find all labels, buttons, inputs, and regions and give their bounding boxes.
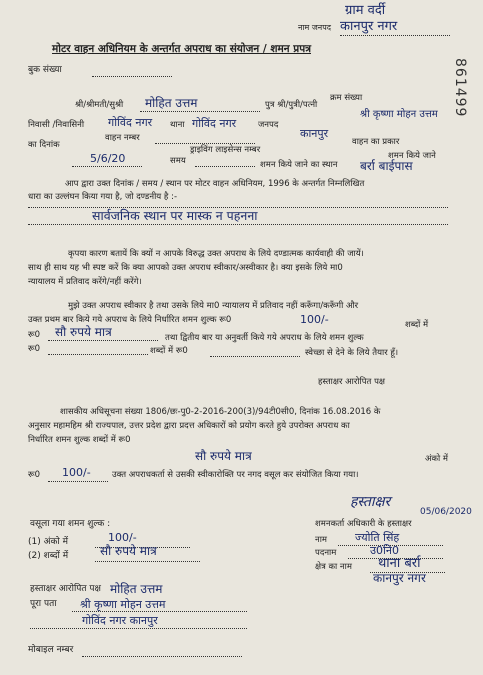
ru0-label-2: रू0 xyxy=(28,344,41,354)
handwritten-pata-1: श्री कृष्णा मोहन उत्तम xyxy=(80,598,166,611)
vahan-number-label: वाहन नम्बर xyxy=(105,133,140,143)
handwritten-amount-number: 100/- xyxy=(300,313,329,326)
pata-line-1 xyxy=(72,611,247,612)
handwritten-name: मोहित उत्तम xyxy=(145,96,198,110)
kram-sankhya-label: क्रम संख्या xyxy=(330,93,363,103)
shaskiya-text-3: निर्धारित शमन शुल्क शब्दों में रू0 xyxy=(28,435,131,445)
officer-kshetra-label: क्षेत्र का नाम xyxy=(315,562,352,572)
handwritten-place: बर्रा बाईपास xyxy=(360,159,413,173)
handwritten-shaskiya-words: सौ रुपये मात्र xyxy=(195,449,252,463)
pura-pata-label: पूरा पता xyxy=(30,599,57,609)
handwritten-thana: गोविंद नगर xyxy=(192,117,237,130)
handwritten-officer-kshetra-2: कानपुर नगर xyxy=(373,571,426,585)
officer-name-label: नाम xyxy=(315,535,328,545)
handwritten-janpad: कानपुर नगर xyxy=(340,19,398,34)
officer-signature: हस्ताक्षर xyxy=(350,494,391,510)
shri-label: श्री/श्रीमती/सुश्री xyxy=(75,100,124,110)
dwitiya-words-line xyxy=(210,356,300,357)
vasool-title: वसूला गया शमन शुल्क : xyxy=(30,519,111,529)
shaskiya-text-4: उक्त अपराधकर्ता से उसकी स्वीकारोक्ति पर नगद वसूल कर संयोजित किया गया। xyxy=(112,470,359,480)
vahan-prakar-label: वाहन का प्रकार xyxy=(352,137,400,147)
nivasi-label: निवासी /निवासिनी xyxy=(28,120,85,130)
vasool-shabdon-label: (2) शब्दों में xyxy=(28,551,69,561)
shaskiya-text-2: अनुसार महामहिम श्री राज्यपाल, उत्तर प्रदेश द्वारा प्रदत्त अधिकारों को प्रयोग करते हुये उपरोक्त अपराध का xyxy=(28,421,350,431)
handwritten-officer-padnaam: उ0नि0 xyxy=(370,544,399,557)
handwritten-pata-2: गोविंद नगर कानपुर xyxy=(82,614,158,627)
footer-aropit-label: हस्ताक्षर आरोपित पक्ष xyxy=(30,584,101,594)
mobile-number-label: मोबाइल नम्बर xyxy=(28,645,74,655)
book-number-line xyxy=(92,76,172,77)
offence-line-2 xyxy=(28,224,448,225)
ru0-label: रू0 xyxy=(28,330,41,340)
handwritten-shaskiya-number: 100/- xyxy=(62,466,91,479)
janpad-label: जनपद xyxy=(258,120,279,130)
kripaya-text-2: साथ ही साथ यह भी स्पष्ट करें कि क्या आपको उक्त अपराध स्वीकार/अस्वीकार है। क्या इसके लिये मा0 xyxy=(28,263,343,273)
handwritten-offence: सार्वजनिक स्थान पर मास्क न पहनना xyxy=(92,208,258,223)
officer-padnaam-label: पदनाम xyxy=(315,548,337,558)
ka-dinank-label: का दिनांक xyxy=(28,140,60,150)
officer-sign-date: 05/06/2020 xyxy=(420,507,472,517)
handwritten-officer-kshetra: थाना बर्रा xyxy=(378,556,421,571)
dhara-text: धारा का उल्लंघन किया गया है, जो दण्डनीय है :- xyxy=(28,192,178,202)
shabdon-mein-label: शब्दों में xyxy=(405,320,429,330)
handwritten-officer-name: ज्योति सिंह xyxy=(355,531,400,544)
pata-line-2 xyxy=(30,628,247,629)
putra-label: पुत्र श्री/पुत्री/पत्नी xyxy=(265,100,318,110)
samay-line xyxy=(195,166,255,167)
handwritten-date: 5/6/20 xyxy=(90,152,126,165)
amount-words-line xyxy=(48,340,158,341)
mujhe-text-1: मुझे उक्त अपराध स्वीकार है तथा उसके लिये मा0 न्यायालय में प्रतिवाद नहीं करूँगा/करूँगी और xyxy=(68,301,359,311)
shaskiya-number-line xyxy=(48,481,108,482)
handwritten-footer-sign: मोहित उत्तम xyxy=(110,582,163,596)
kripaya-text-1: कृपया कारण बतायें कि क्यों न आपके विरुद्ध उक्त अपराध के लिये दण्डात्मक कार्यवाही की जायें। xyxy=(68,249,364,259)
tatha-dwitiya-text: तथा द्वितीय बार या अनुवर्ती किये गये अपराध के लिये शमन शुल्क xyxy=(165,333,364,343)
vasool-anko-label: (1) अंको में xyxy=(28,537,68,547)
samay-label: समय xyxy=(170,156,186,166)
form-title: मोटर वाहन अधिनियम के अन्तर्गत अपराध का संयोजन / शमन प्रपत्र xyxy=(52,43,311,55)
handwritten-address: गोविंद नगर xyxy=(108,116,153,129)
vasool-shabdon-line xyxy=(95,561,200,562)
officer-sign-label: शमनकर्ता अधिकारी के हस्ताक्षर xyxy=(315,519,412,529)
handwritten-janpad-2: कानपुर xyxy=(300,127,329,140)
handwritten-vasool-anko: 100/- xyxy=(108,531,137,544)
book-number-label: बुक संख्या xyxy=(28,65,62,75)
swechha-text: स्वेच्छा से देने के लिये तैयार हूँ। xyxy=(305,348,399,358)
shabdon-ru0-label: शब्दों में रू0 xyxy=(150,346,188,356)
thana-label: थाना xyxy=(170,120,185,130)
dwitiya-line xyxy=(48,354,148,355)
handwritten-vasool-shabdon: सौ रुपये मात्र xyxy=(100,544,157,558)
aropit-sign-label: हस्ताक्षर आरोपित पक्ष xyxy=(318,377,386,387)
mujhe-text-2: उक्त प्रथम बार किये गये अपराध के लिये निर्धारित शमन शुल्क रू0 xyxy=(28,315,232,325)
anko-mein-label: अंको में xyxy=(425,454,449,464)
handwritten-top-location: ग्राम वर्दी xyxy=(345,3,386,18)
shaman-sthan-label: शमन किये जाने का स्थान xyxy=(260,160,338,170)
shaman-kiye-jaane-label: शमन किये जाने xyxy=(388,151,436,161)
date-line xyxy=(72,166,142,167)
dl-number-label: ड्राइविंग लाइसेन्स नम्बर xyxy=(190,145,261,155)
shaskiya-text-1: शासकीय अधिसूचना संख्या 1806/छः-पु0-2-2016-200(3)/94टी0सी0, दिनांक 16.08.2016 के xyxy=(60,407,381,417)
shaskiya-ru0-label: रू0 xyxy=(28,470,41,480)
kripaya-text-3: न्यायालय में प्रतिवाद करेंगे/नहीं करेंगे। xyxy=(28,277,142,287)
aap-dwara-text: आप द्वारा उक्त दिनांक / समय / स्थान पर मोटर वाहन अधिनियम, 1996 के अन्तर्गत निम्नलिखित xyxy=(65,179,365,189)
mobile-number-line xyxy=(82,656,242,657)
handwritten-father-name: श्री कृष्णा मोहन उत्तम xyxy=(360,109,438,120)
name-line xyxy=(140,111,260,112)
naam-janpad-label: नाम जनपद xyxy=(298,23,332,32)
serial-number: 861499 xyxy=(452,58,468,118)
janpad-line xyxy=(340,35,450,36)
vahan-number-line xyxy=(155,143,255,144)
handwritten-amount-words: सौ रुपये मात्र xyxy=(55,325,112,339)
